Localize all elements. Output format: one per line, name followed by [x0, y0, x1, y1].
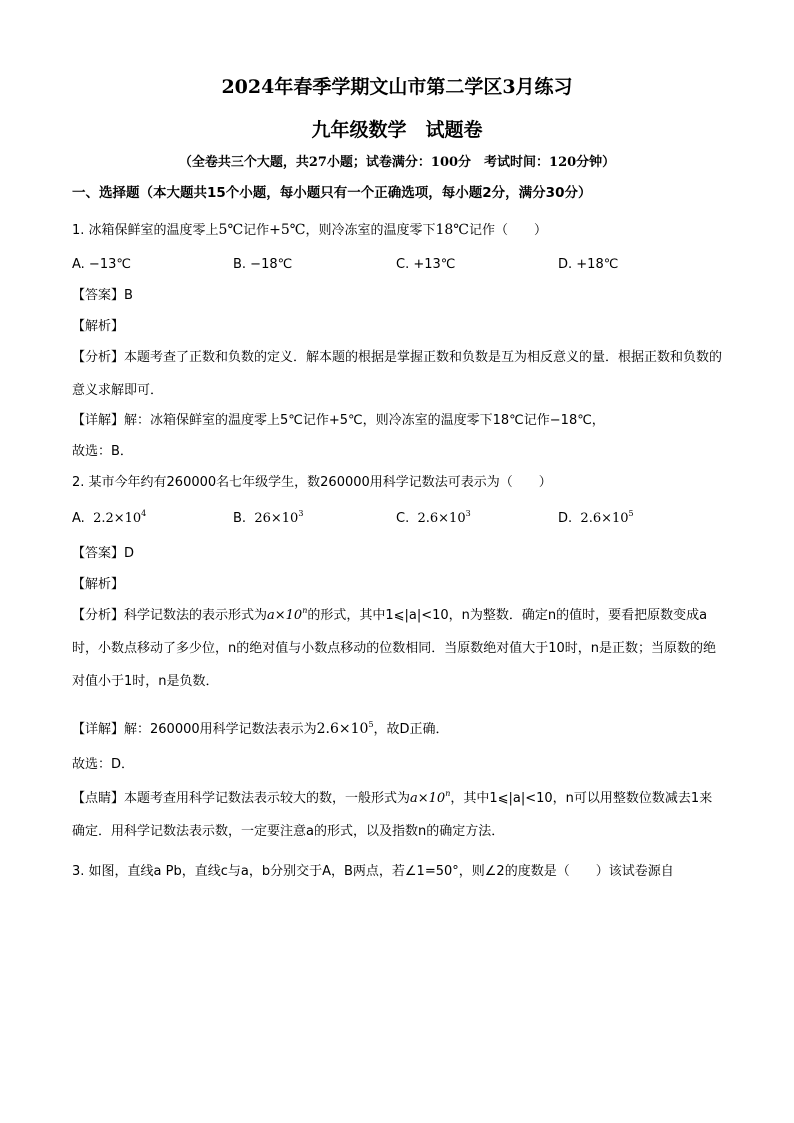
q2-detail-text: 【详解】解：260000用科学记数法表示为	[72, 722, 317, 737]
q2-conclusion: 故选：D．	[72, 757, 135, 772]
option-exponent: 5	[628, 509, 634, 518]
option-label: B.	[233, 511, 247, 526]
question-1-stem	[72, 222, 732, 239]
q1-stem-part: 记作	[243, 223, 270, 238]
exam-title: 2024年春季学期文山市第二学区3月练习	[221, 76, 573, 98]
question-2-stem: 2. 某市今年约有260000名七年级学生，数260000用科学记数法可表示为（ ）	[72, 475, 552, 490]
q2-option-d	[558, 511, 634, 526]
exam-subtitle: 九年级数学 试题卷	[311, 119, 483, 141]
option-base: 26×10	[254, 511, 299, 526]
q2-comment-text: ，其中1⩽|a|<10，n可以用整数位数减去1来确定．用科学记数法表示数，一定要注意a的形式，以及指数n的确定方法．	[72, 791, 713, 839]
q1-stem-part: ，则冷冻室的温度零下	[305, 223, 436, 238]
q2-analysis-heading: 【解析】	[72, 577, 125, 592]
option-base: 2.6×10	[580, 511, 629, 526]
q1-value: 5℃	[218, 222, 244, 238]
q1-analysis-heading: 【解析】	[72, 319, 125, 334]
q2-comment	[72, 782, 724, 848]
q2-analysis	[72, 599, 724, 698]
q1-conclusion: 故选：B．	[72, 444, 133, 459]
q2-comment-text: 【点睛】本题考查用科学记数法表示较大的数，一般形式为	[72, 791, 411, 806]
q2-detail-formula: 2.6×10	[316, 721, 369, 737]
q2-detail-exponent: 5	[368, 720, 374, 729]
q1-option-b: B. −18℃	[233, 257, 293, 272]
q1-option-a: A. −13℃	[72, 257, 131, 272]
q2-analysis-text: 的形式，其中1⩽|a|<10，n为整数．确定n的值时，要看把原数变成a时，小数点移动了多少位，n的绝对值与小数点移动的位数相同．当原数绝对值大于10时，n是正数；当原数的绝对值小于1时，n是负数．	[72, 608, 717, 689]
option-exponent: 3	[465, 509, 471, 518]
q2-analysis-formula: a×10	[267, 608, 303, 623]
q1-value: 18℃	[435, 222, 469, 238]
q1-stem-part: 记作（ ）	[468, 223, 547, 238]
q2-analysis-text: 【分析】科学记数法的表示形式为	[72, 608, 268, 623]
option-exponent: 4	[141, 509, 147, 518]
q2-option-a	[72, 511, 146, 526]
q1-stem-part: 1. 冰箱保鲜室的温度零上	[72, 223, 219, 238]
q1-analysis: 【分析】本题考查了正数和负数的定义．解本题的根据是掌握正数和负数是互为相反意义的量．根据正数和负数的意义求解即可．	[72, 350, 723, 398]
q1-option-d: D. +18℃	[558, 257, 619, 272]
option-exponent: 3	[298, 509, 304, 518]
section-heading: 一、选择题（本大题共15个小题，每小题只有一个正确选项，每小题2分，满分30分）	[72, 185, 592, 201]
q2-option-b	[233, 511, 303, 526]
q2-comment-exponent: n	[445, 789, 451, 798]
q2-comment-formula: a×10	[410, 791, 446, 806]
q1-answer: 【答案】B	[72, 288, 133, 303]
q2-detail-text: ，故D正确．	[373, 722, 449, 737]
q1-value: +5℃	[269, 222, 306, 238]
q1-detail: 【详解】解：冰箱保鲜室的温度零上5℃记作+5℃，则冷冻室的温度零下18℃记作−18℃，	[72, 413, 605, 428]
option-label: A.	[72, 511, 85, 526]
question-3-stem: 3. 如图，直线a Pb，直线c与a，b分别交于A，B两点，若∠1=50°，则∠2的度数是（ ）该试卷源自	[72, 864, 674, 879]
q2-analysis-exponent: n	[302, 606, 308, 615]
option-label: C.	[396, 511, 410, 526]
q1-option-c: C. +13℃	[396, 257, 456, 272]
q2-option-c	[396, 511, 471, 526]
option-label: D.	[558, 511, 573, 526]
q2-answer: 【答案】D	[72, 546, 135, 561]
option-base: 2.2×10	[93, 511, 142, 526]
option-base: 2.6×10	[417, 511, 466, 526]
q2-detail	[72, 721, 732, 738]
exam-note: （全卷共三个大题，共27小题；试卷满分：100分 考试时间：120分钟）	[178, 155, 616, 170]
